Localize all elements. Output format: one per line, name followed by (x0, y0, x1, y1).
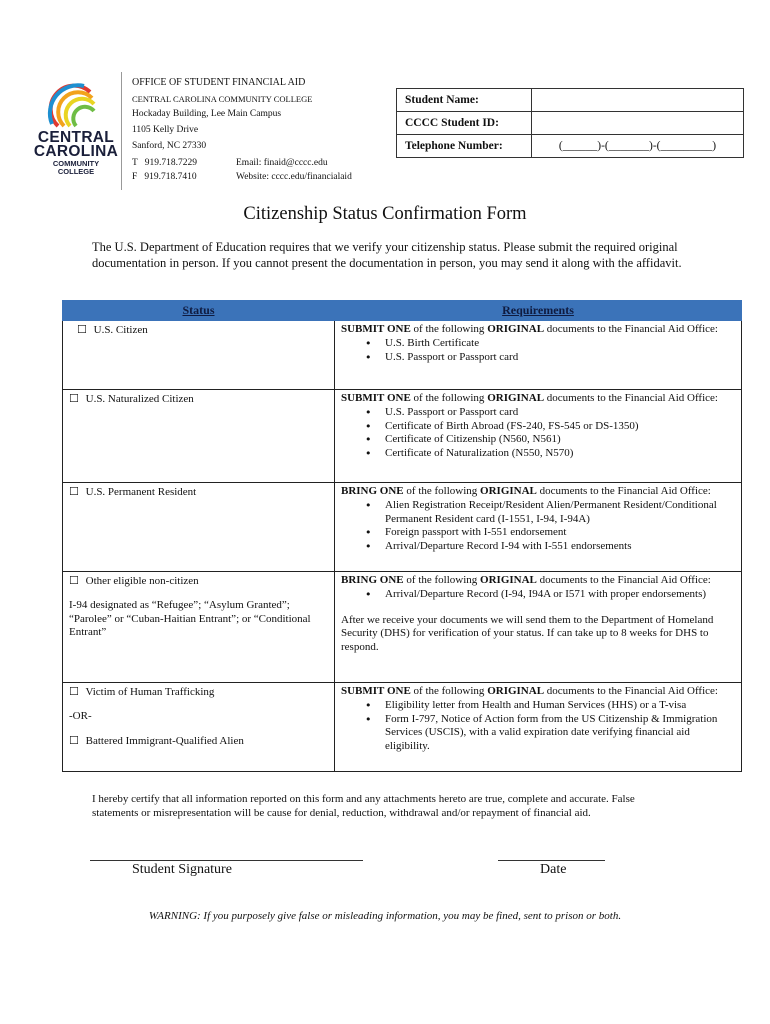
list-item: • U.S. Birth Certificate (385, 337, 735, 351)
list-item: • Arrival/Departure Record I-94 with I-551 endorsements (385, 540, 735, 554)
status-label: U.S. Permanent Resident (85, 486, 197, 498)
status-label: Battered Immigrant-Qualified Alien (85, 734, 244, 747)
building-address: Hockaday Building, Lee Main Campus (132, 109, 282, 119)
or-separator: -OR- (69, 709, 92, 722)
table-row (63, 683, 742, 772)
requirement-lead: BRING ONE of the following ORIGINAL documents to the Financial Aid Office: (341, 485, 711, 497)
status-label: Victim of Human Trafficking (85, 686, 215, 698)
non-citizen-checkbox[interactable]: ☐ (69, 574, 79, 587)
document-list (341, 588, 735, 602)
date-label: Date (540, 862, 567, 877)
status-label: U.S. Naturalized Citizen (85, 393, 194, 405)
document-list (341, 337, 735, 365)
requirement-lead: SUBMIT ONE of the following ORIGINAL documents to the Financial Aid Office: (341, 323, 718, 335)
student-id-label: CCCC Student ID: (397, 112, 532, 135)
document-list (341, 699, 735, 754)
list-item: • Certificate of Birth Abroad (FS-240, FS-545 or DS-1350) (385, 420, 735, 434)
header-divider (121, 72, 122, 190)
list-item: • Certificate of Naturalization (N550, N570) (385, 447, 735, 461)
signature-label: Student Signature (132, 862, 232, 877)
college-logo (30, 80, 122, 180)
student-name-field[interactable] (532, 89, 744, 112)
list-item: • Eligibility letter from Health and Human Services (HHS) or a T-visa (385, 699, 735, 713)
status-label: Other eligible non-citizen (85, 575, 199, 587)
student-id-field[interactable] (532, 112, 744, 135)
status-label: U.S. Citizen (93, 324, 148, 336)
table-row (63, 483, 742, 572)
dhs-verification-note: After we receive your documents we will send them to the Department of Homeland Security (DHS) for verification of your status. If can take up to 8 weeks for DHS to respond. (341, 613, 714, 654)
logo-word-central: CENTRAL (37, 129, 115, 146)
logo-word-community: COMMUNITY COLLEGE (52, 159, 100, 176)
telephone-number: T 919.718.7229 (132, 158, 198, 168)
email-address: Email: finaid@cccc.edu (236, 158, 328, 168)
status-column-header: Status (63, 301, 335, 321)
list-item: • Form I-797, Notice of Action form from the US Citizenship & Immigration Services (USCIS), with a valid expiration date verifying financial aid eligibility. (385, 713, 735, 754)
warning-notice: WARNING: If you purposely give false or misleading information, you may be fined, sent to prison or both. (148, 910, 622, 922)
certification-statement: I hereby certify that all information reported on this form and any attachments hereto are true, complete and accurate. False statements or misrepresentation will be cause for denial, reduction, withdrawal and/or repayment of financial aid. (92, 793, 635, 819)
fax-number: F 919.718.7410 (132, 172, 197, 182)
logo-word-carolina: CAROLINA (33, 143, 119, 160)
student-name-label: Student Name: (397, 89, 532, 112)
telephone-label: Telephone Number: (397, 135, 532, 158)
naturalized-checkbox[interactable]: ☐ (69, 392, 79, 405)
college-name: CENTRAL CAROLINA COMMUNITY COLLEGE (132, 94, 313, 104)
intro-paragraph: The U.S. Department of Education requires that we verify your citizenship status. Please submit the required original documentation in person. If you cannot present the documentation in person, you may send it along with the affidavit. (92, 240, 682, 270)
requirement-lead: SUBMIT ONE of the following ORIGINAL documents to the Financial Aid Office: (341, 392, 718, 404)
list-item: • Certificate of Citizenship (N560, N561) (385, 433, 735, 447)
list-item: • Alien Registration Receipt/Resident Alien/Permanent Resident/Conditional Permanent Resident card (I-1551, I-94, I-94A) (385, 499, 735, 527)
battered-immigrant-checkbox[interactable]: ☐ (69, 733, 79, 747)
date-line[interactable] (498, 860, 605, 861)
telephone-field[interactable]: (______)-(_______)-(_________) (532, 135, 744, 158)
document-list (341, 406, 735, 461)
office-title: OFFICE OF STUDENT FINANCIAL AID (132, 77, 306, 88)
table-row (63, 321, 742, 390)
citizen-checkbox[interactable]: ☐ (77, 323, 87, 336)
page-title: Citizenship Status Confirmation Form (243, 204, 527, 224)
student-info-box (396, 88, 744, 158)
document-list (341, 499, 735, 554)
list-item: • Arrival/Departure Record (I-94, I94A or I571 with proper endorsements) (385, 588, 735, 602)
signature-line[interactable] (90, 860, 363, 861)
table-row (63, 390, 742, 483)
trafficking-checkbox[interactable]: ☐ (69, 685, 79, 698)
street-address: 1105 Kelly Drive (132, 125, 199, 135)
requirement-lead: BRING ONE of the following ORIGINAL documents to the Financial Aid Office: (341, 574, 711, 586)
city-address: Sanford, NC 27330 (132, 141, 207, 151)
citizenship-status-table (62, 300, 742, 772)
list-item: • Foreign passport with I-551 endorsement (385, 526, 735, 540)
table-row (63, 572, 742, 683)
requirement-lead: SUBMIT ONE of the following ORIGINAL documents to the Financial Aid Office: (341, 685, 718, 697)
website-address: Website: cccc.edu/financialaid (236, 172, 352, 182)
non-citizen-note: I-94 designated as “Refugee”; “Asylum Granted”; “Parolee” or “Cuban-Haitian Entrant”; or “Conditional Entrant” (69, 598, 311, 639)
logo-arcs-icon (44, 80, 104, 132)
requirements-column-header: Requirements (335, 301, 742, 321)
list-item: • U.S. Passport or Passport card (385, 351, 735, 365)
list-item: • U.S. Passport or Passport card (385, 406, 735, 420)
permanent-resident-checkbox[interactable]: ☐ (69, 485, 79, 498)
